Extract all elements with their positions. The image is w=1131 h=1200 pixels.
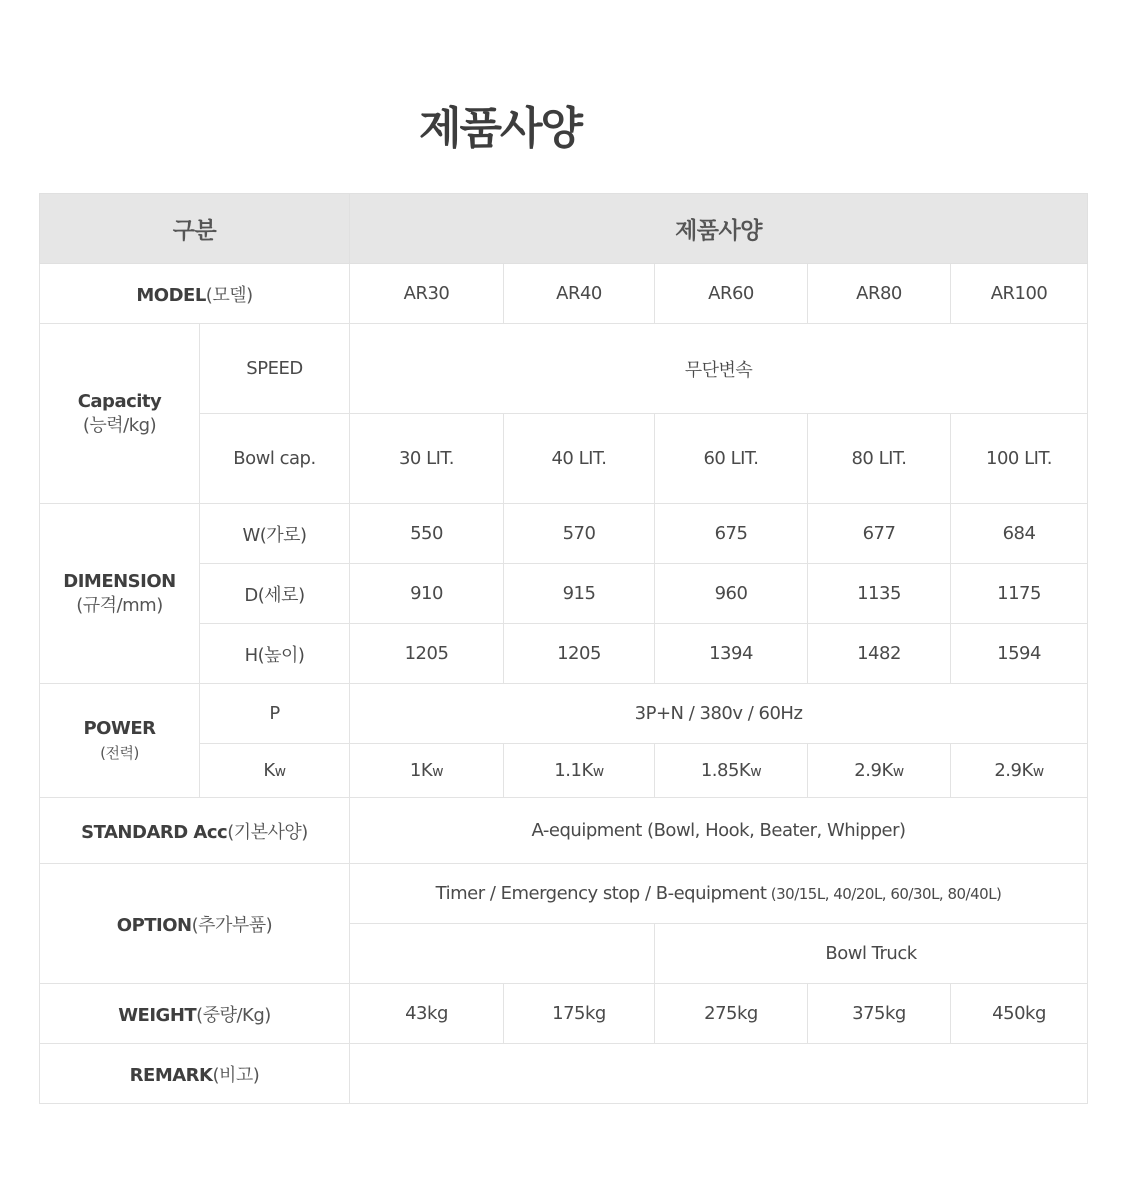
kw-value <box>951 744 1088 798</box>
header-spec: 제품사양 <box>350 194 1088 264</box>
depth-value: 910 <box>350 564 504 624</box>
kw-value <box>655 744 808 798</box>
width-value: 570 <box>504 504 655 564</box>
capacity-label-ko: (능력/kg) <box>82 414 157 436</box>
kw-unit-small: w <box>892 764 904 780</box>
kw-unit-small: w <box>432 764 444 780</box>
option-line1-main: Timer / Emergency stop / B-equipment <box>435 883 767 904</box>
option-label-en: OPTION <box>116 914 192 936</box>
standard-row <box>40 798 1088 864</box>
kw-unit: K <box>881 760 893 781</box>
standard-label-ko: (기본사양) <box>227 821 308 843</box>
bowl-cap-value: 30 LIT. <box>350 414 504 504</box>
height-value: 1205 <box>504 624 655 684</box>
capacity-label-en: Capacity <box>77 390 162 412</box>
option-label-ko: (추가부품) <box>191 914 273 936</box>
page-title: 제품사양 <box>418 103 581 154</box>
kw-label-unit: w <box>274 764 286 780</box>
dimension-label-ko: (규격/mm) <box>76 594 163 616</box>
weight-label-en: WEIGHT <box>118 1004 197 1026</box>
model-value: AR100 <box>951 264 1088 324</box>
height-value: 1205 <box>350 624 504 684</box>
option-line1-small: (30/15L, 40/20L, 60/30L, 80/40L) <box>766 885 1002 903</box>
height-value: 1394 <box>655 624 808 684</box>
weight-value: 43kg <box>350 984 504 1044</box>
header-category: 구분 <box>40 194 350 264</box>
model-label <box>40 264 350 324</box>
remark-label-en: REMARK <box>129 1064 213 1086</box>
height-value: 1482 <box>808 624 951 684</box>
kw-unit-small: w <box>750 764 762 780</box>
kw-unit: K <box>1021 760 1033 781</box>
kw-number: 2.9 <box>994 760 1022 781</box>
bowl-cap-value: 60 LIT. <box>655 414 808 504</box>
kw-number: 1.85 <box>700 760 739 781</box>
power-label-ko: (전력) <box>100 743 139 762</box>
model-value: AR80 <box>808 264 951 324</box>
option-empty <box>350 924 655 984</box>
dimension-label <box>40 504 200 684</box>
kw-unit: K <box>581 760 593 781</box>
bowl-cap-value: 40 LIT. <box>504 414 655 504</box>
option-value-2: Bowl Truck <box>655 924 1088 984</box>
height-value: 1594 <box>951 624 1088 684</box>
kw-unit-small: w <box>592 764 604 780</box>
remark-row <box>40 1044 1088 1104</box>
speed-label: SPEED <box>200 324 350 414</box>
remark-label <box>40 1044 350 1104</box>
power-label <box>40 684 200 798</box>
remark-value <box>350 1044 1088 1104</box>
weight-label-ko: (중량/Kg) <box>196 1004 271 1026</box>
height-label: H(높이) <box>200 624 350 684</box>
spec-table <box>39 193 1088 1104</box>
depth-label: D(세로) <box>200 564 350 624</box>
kw-unit-small: w <box>1032 764 1044 780</box>
width-value: 550 <box>350 504 504 564</box>
power-p-row <box>40 684 1088 744</box>
standard-value: A-equipment (Bowl, Hook, Beater, Whipper) <box>350 798 1088 864</box>
dimension-label-en: DIMENSION <box>63 570 176 592</box>
weight-label <box>40 984 350 1044</box>
kw-label-main: K <box>263 760 275 781</box>
remark-label-ko: (비고) <box>212 1064 260 1086</box>
standard-label-en: STANDARD Acc <box>81 821 228 843</box>
option-value-1 <box>350 864 1088 924</box>
bowl-cap-value: 80 LIT. <box>808 414 951 504</box>
model-label-en: MODEL <box>136 284 206 306</box>
weight-value: 175kg <box>504 984 655 1044</box>
model-value: AR30 <box>350 264 504 324</box>
kw-value <box>504 744 655 798</box>
width-label: W(가로) <box>200 504 350 564</box>
phase-value: 3P+N / 380v / 60Hz <box>350 684 1088 744</box>
bowl-cap-value: 100 LIT. <box>951 414 1088 504</box>
speed-value: 무단변속 <box>350 324 1088 414</box>
header-row <box>40 194 1088 264</box>
phase-label: P <box>200 684 350 744</box>
weight-value: 450kg <box>951 984 1088 1044</box>
kw-unit: K <box>420 760 433 781</box>
kw-value <box>350 744 504 798</box>
width-value: 675 <box>655 504 808 564</box>
weight-value: 375kg <box>808 984 951 1044</box>
kw-number: 2.9 <box>854 760 882 781</box>
capacity-label <box>40 324 200 504</box>
width-value: 684 <box>951 504 1088 564</box>
model-value: AR40 <box>504 264 655 324</box>
kw-unit: K <box>738 760 751 781</box>
model-value: AR60 <box>655 264 808 324</box>
kw-label <box>200 744 350 798</box>
power-label-en: POWER <box>83 717 156 739</box>
standard-label <box>40 798 350 864</box>
option-row-1 <box>40 864 1088 924</box>
dimension-w-row <box>40 504 1088 564</box>
model-label-ko: (모델) <box>205 284 253 306</box>
depth-value: 915 <box>504 564 655 624</box>
option-label <box>40 864 350 984</box>
depth-value: 960 <box>655 564 808 624</box>
kw-number: 1.1 <box>554 760 582 781</box>
weight-row <box>40 984 1088 1044</box>
model-row <box>40 264 1088 324</box>
capacity-speed-row <box>40 324 1088 414</box>
bowl-cap-label: Bowl cap. <box>200 414 350 504</box>
depth-value: 1175 <box>951 564 1088 624</box>
depth-value: 1135 <box>808 564 951 624</box>
width-value: 677 <box>808 504 951 564</box>
kw-value <box>808 744 951 798</box>
kw-number: 1 <box>409 760 421 781</box>
weight-value: 275kg <box>655 984 808 1044</box>
